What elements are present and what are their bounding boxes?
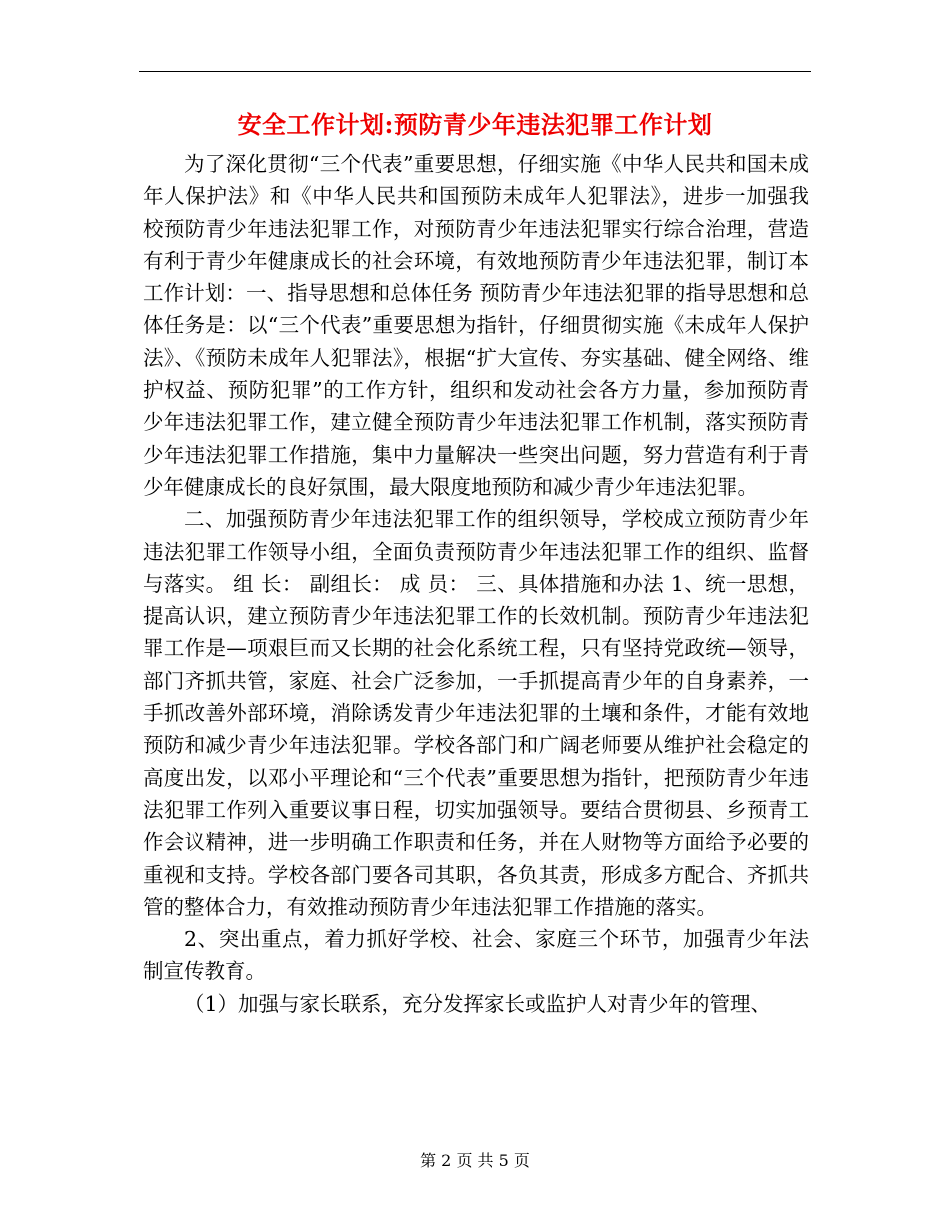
paragraph: 为了深化贯彻“三个代表”重要思想，仔细实施《中华人民共和国未成年人保护法》和《中华人民共和国预防未成年人犯罪法》，进步一加强我校预防青少年违法犯罪工作，对预防青少年违法犯罪实行综合治理，营造有利于青少年健康成长的社会环境，有效地预防青少年违法犯罪，制订本工作计划：一、指导思想和总体任务 预防青少年违法犯罪的指导思想和总体任务是：以“三个代表”重要思想为指针，仔细贯彻实施《未成年人保护法》、《预防未成年人犯罪法》，根据“扩大宣传、夯实基础、健全网络、维护权益、预防犯罪”的工作方针，组织和发动社会各方力量，参加预防青少年违法犯罪工作，建立健全预防青少年违法犯罪工作机制，落实预防青少年违法犯罪工作措施，集中力量解决一些突出问题，努力营造有利于青少年健康成长的良好氛围，最大限度地预防和减少青少年违法犯罪。	[143, 152, 809, 499]
document-title: 安全工作计划:预防青少年违法犯罪工作计划	[237, 110, 713, 139]
header-rule	[139, 71, 811, 72]
document-body	[143, 148, 809, 1020]
page-footer: 第 2 页 共 5 页	[420, 1151, 530, 1170]
paragraph: （1）加强与家长联系，充分发挥家长或监护人对青少年的管理、	[184, 991, 772, 1016]
paragraph: 二、加强预防青少年违法犯罪工作的组织领导，学校成立预防青少年违法犯罪工作领导小组，全面负责预防青少年违法犯罪工作的组织、监督与落实。 组 长： 副组长： 成 员： 三、具体措施和办法 1、统一思想，提高认识，建立预防青少年违法犯罪工作的长效机制。预防青少年违法犯罪工作是—项艰巨而又长期的社会化系统工程，只有坚持党政统—领导，部门齐抓共管，家庭、社会广泛参加，一手抓提高青少年的自身素养，一手抓改善外部环境，消除诱发青少年违法犯罪的土壤和条件，才能有效地预防和减少青少年违法犯罪。学校各部门和广阔老师要从维护社会稳定的高度出发，以邓小平理论和“三个代表”重要思想为指针，把预防青少年违法犯罪工作列入重要议事日程，切实加强领导。要结合贯彻县、乡预青工作会议精神，进一步明确工作职责和任务，并在人财物等方面给予必要的重视和支持。学校各部门要各司其职，各负其责，形成多方配合、齐抓共管的整体合力，有效推动预防青少年违法犯罪工作措施的落实。	[143, 507, 809, 919]
paragraph: 2、突出重点，着力抓好学校、社会、家庭三个环节，加强青少年法制宣传教育。	[143, 927, 809, 984]
